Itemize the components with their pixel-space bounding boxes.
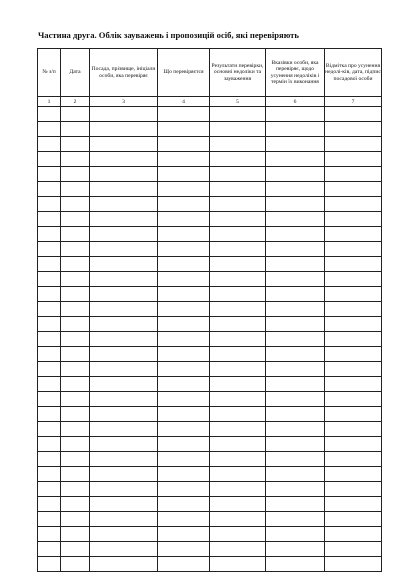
table-cell [38,242,61,257]
table-cell [325,482,382,497]
table-cell [90,527,158,542]
table-cell [90,497,158,512]
table-cell [90,272,158,287]
table-cell [266,362,325,377]
table-cell [210,452,266,467]
table-cell [90,227,158,242]
table-cell [325,107,382,122]
table-cell [266,377,325,392]
table-row [38,287,382,302]
table-cell [266,422,325,437]
table-cell [325,167,382,182]
table-row [38,332,382,347]
table-cell [38,287,61,302]
table-cell [266,407,325,422]
table-cell [61,362,90,377]
table-row [38,482,382,497]
table-cell [210,422,266,437]
table-cell [158,272,210,287]
table-row [38,497,382,512]
table-cell [158,107,210,122]
table-cell [210,512,266,527]
table-cell [210,242,266,257]
table-cell [61,347,90,362]
table-cell [90,302,158,317]
table-cell [325,557,382,572]
table-cell [210,527,266,542]
table-cell [158,242,210,257]
table-cell [38,227,61,242]
table-cell [210,182,266,197]
table-row [38,422,382,437]
table-cell [210,197,266,212]
table-cell [210,257,266,272]
table-cell [61,137,90,152]
table-cell [38,347,61,362]
table-cell [210,362,266,377]
table-cell [90,392,158,407]
table-cell [90,152,158,167]
column-header-subject: Що перевіряєтся [158,49,210,97]
table-cell [90,557,158,572]
table-cell [266,137,325,152]
table-cell [158,317,210,332]
table-cell [38,362,61,377]
table-cell [210,437,266,452]
table-cell [38,122,61,137]
table-cell [266,557,325,572]
table-cell [325,242,382,257]
table-cell [38,317,61,332]
table-cell [38,437,61,452]
table-cell [90,542,158,557]
table-cell [210,122,266,137]
table-cell [158,512,210,527]
column-number: 5 [210,97,266,107]
table-cell [266,182,325,197]
table-cell [210,287,266,302]
table-row [38,527,382,542]
table-cell [210,317,266,332]
table-cell [158,392,210,407]
table-row [38,437,382,452]
table-cell [325,467,382,482]
table-cell [61,542,90,557]
table-cell [158,137,210,152]
table-cell [61,512,90,527]
table-cell [61,482,90,497]
table-cell [325,257,382,272]
table-cell [38,377,61,392]
table-cell [61,167,90,182]
table-cell [90,317,158,332]
table-cell [90,377,158,392]
column-header-number: № з/п [38,49,61,97]
table-cell [325,362,382,377]
table-cell [325,272,382,287]
table-cell [325,302,382,317]
table-cell [38,272,61,287]
table-cell [158,287,210,302]
page-title: Частина друга. Облік зауважень і пропозицій осіб, які перевіряють [38,30,299,40]
table-row [38,272,382,287]
remarks-register-table [37,48,382,572]
table-cell [90,107,158,122]
table-cell [266,542,325,557]
table-cell [325,287,382,302]
table-cell [38,152,61,167]
table-cell [210,332,266,347]
table-row [38,302,382,317]
table-cell [158,527,210,542]
table-cell [61,497,90,512]
table-cell [38,512,61,527]
table-row [38,452,382,467]
table-cell [266,152,325,167]
table-cell [325,422,382,437]
table-cell [210,482,266,497]
table-cell [158,482,210,497]
table-cell [158,122,210,137]
column-number: 2 [61,97,90,107]
table-cell [325,377,382,392]
table-cell [266,392,325,407]
column-header-date: Дата [61,49,90,97]
table-row [38,257,382,272]
column-header-resolution: Відмітка про усунення недолі-ків, дата, підпис посадової особи [325,49,382,97]
table-cell [61,107,90,122]
table-cell [38,557,61,572]
column-header-instructions: Вказівки особи, яка перевіряє, щодо усунення недоліків і терміи їх виконання [266,49,325,97]
table-cell [210,347,266,362]
table-cell [325,212,382,227]
table-row [38,317,382,332]
table-cell [325,332,382,347]
table-cell [90,482,158,497]
table-cell [210,407,266,422]
table-cell [210,152,266,167]
table-cell [90,407,158,422]
table-cell [266,212,325,227]
table-cell [266,287,325,302]
table-cell [38,182,61,197]
table-cell [90,197,158,212]
table-cell [158,152,210,167]
table-row [38,167,382,182]
table-cell [61,467,90,482]
table-cell [325,407,382,422]
table-row [38,392,382,407]
table-cell [266,242,325,257]
table-cell [38,542,61,557]
table-cell [38,212,61,227]
table-cell [325,137,382,152]
table-cell [61,422,90,437]
table-cell [90,512,158,527]
column-header-results: Результати перевірки, основні недоліки та зауваження [210,49,266,97]
table-cell [61,257,90,272]
table-cell [266,107,325,122]
table-cell [38,392,61,407]
table-cell [210,272,266,287]
table-cell [210,167,266,182]
table-cell [158,332,210,347]
table-row [38,242,382,257]
table-cell [158,437,210,452]
table-cell [61,152,90,167]
table-row [38,467,382,482]
table-cell [90,452,158,467]
table-cell [325,347,382,362]
table-cell [38,452,61,467]
table-cell [90,347,158,362]
table-cell [158,182,210,197]
table-cell [61,332,90,347]
table-cell [61,272,90,287]
table-cell [210,107,266,122]
table-cell [266,437,325,452]
table-cell [158,197,210,212]
table-cell [90,257,158,272]
table-cell [210,557,266,572]
table-row [38,362,382,377]
header-row [38,49,382,97]
table-cell [61,317,90,332]
table-row [38,107,382,122]
table-cell [325,317,382,332]
table-cell [90,182,158,197]
table-cell [158,497,210,512]
table-row [38,122,382,137]
table-cell [38,467,61,482]
table-cell [61,122,90,137]
table-cell [325,197,382,212]
table-row [38,512,382,527]
table-cell [325,512,382,527]
table-cell [90,137,158,152]
table-cell [266,227,325,242]
table-cell [325,437,382,452]
table-row [38,407,382,422]
table-row [38,227,382,242]
table-cell [158,227,210,242]
table-cell [158,347,210,362]
table-cell [325,497,382,512]
table-cell [158,212,210,227]
table-cell [38,497,61,512]
table-cell [158,362,210,377]
table-cell [210,467,266,482]
table-cell [325,527,382,542]
table-cell [210,497,266,512]
table-cell [325,542,382,557]
table-row [38,182,382,197]
table-cell [90,362,158,377]
table-cell [158,557,210,572]
table-cell [266,122,325,137]
table-row [38,212,382,227]
table-cell [266,257,325,272]
table-cell [158,407,210,422]
table-cell [90,242,158,257]
table-cell [325,182,382,197]
column-number: 6 [266,97,325,107]
table-cell [61,437,90,452]
table-cell [38,137,61,152]
table-cell [266,317,325,332]
table-cell [61,557,90,572]
table-cell [61,407,90,422]
table-cell [90,332,158,347]
table-cell [210,542,266,557]
table-cell [266,197,325,212]
table-cell [266,347,325,362]
table-cell [210,392,266,407]
table-cell [90,422,158,437]
table-cell [38,302,61,317]
table-cell [61,377,90,392]
table-cell [266,497,325,512]
table-cell [210,227,266,242]
table-cell [61,227,90,242]
table-cell [90,212,158,227]
column-header-inspector: Посада, прізвище, ініціали особи, яка перевіряє [90,49,158,97]
table-cell [158,377,210,392]
table-cell [90,167,158,182]
table-cell [325,452,382,467]
column-number: 3 [90,97,158,107]
table-row [38,197,382,212]
table-cell [90,467,158,482]
table-cell [38,527,61,542]
table-cell [325,122,382,137]
table-cell [266,467,325,482]
table-cell [61,452,90,467]
column-number-row [38,97,382,107]
table-row [38,557,382,572]
table-cell [266,272,325,287]
table-cell [61,527,90,542]
table-cell [38,257,61,272]
table-cell [61,287,90,302]
table-cell [90,287,158,302]
table-row [38,137,382,152]
table-cell [38,332,61,347]
table-cell [158,422,210,437]
table-cell [266,512,325,527]
table-cell [266,482,325,497]
table-cell [210,377,266,392]
table-cell [158,302,210,317]
table-cell [325,152,382,167]
table-cell [61,242,90,257]
table-cell [325,227,382,242]
table-cell [266,332,325,347]
table-cell [210,137,266,152]
table-row [38,152,382,167]
table-row [38,542,382,557]
table-cell [61,302,90,317]
table-row [38,347,382,362]
table-cell [90,122,158,137]
table-cell [61,392,90,407]
table-cell [158,452,210,467]
table-cell [38,167,61,182]
table-cell [158,542,210,557]
table-cell [158,467,210,482]
table-cell [210,302,266,317]
table-cell [61,197,90,212]
table-cell [38,197,61,212]
table-cell [325,392,382,407]
column-number: 1 [38,97,61,107]
table-cell [158,167,210,182]
table-cell [266,527,325,542]
table-cell [90,437,158,452]
table-cell [158,257,210,272]
table-cell [61,182,90,197]
table-cell [38,422,61,437]
table-cell [38,407,61,422]
column-number: 7 [325,97,382,107]
table-cell [61,212,90,227]
table-cell [266,167,325,182]
table-row [38,377,382,392]
table-cell [266,302,325,317]
table-cell [266,452,325,467]
table-cell [210,212,266,227]
column-number: 4 [158,97,210,107]
table-cell [38,482,61,497]
table-cell [38,107,61,122]
